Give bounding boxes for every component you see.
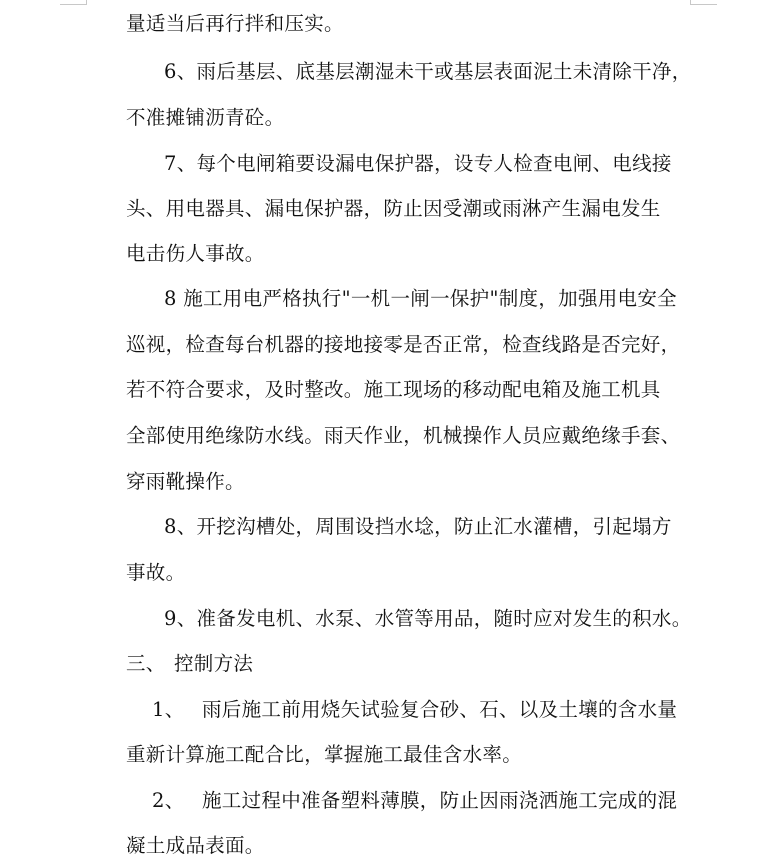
paragraph-line: 量适当后再行拌和压实。 (126, 12, 344, 35)
crop-mark-left (60, 0, 87, 5)
section-number: 三、 (126, 652, 166, 675)
paragraph-line: 8 施工用电严格执行"一机一闸一保护"制度，加强用电安全 (164, 287, 677, 310)
control-item-text: 重新计算施工配合比，掌握施工最佳含水率。 (126, 743, 523, 766)
paragraph-line: 电击伤人事故。 (126, 242, 265, 265)
control-item-text: 凝土成品表面。 (126, 834, 265, 857)
paragraph-line: 8、开挖沟槽处，周围设挡水埝，防止汇水灌槽，引起塌方 (164, 515, 672, 538)
paragraph-line: 9、准备发电机、水泵、水管等用品，随时应对发生的积水。 (164, 607, 692, 630)
section-title: 控制方法 (174, 652, 254, 675)
control-item-text: 雨后施工前用烧矢试验复合砂、石、以及土壤的含水量 (202, 698, 678, 721)
paragraph-line: 头、用电器具、漏电保护器，防止因受潮或雨淋产生漏电发生 (126, 197, 661, 220)
paragraph-line: 巡视，检查每台机器的接地接零是否正常，检查线路是否完好， (126, 333, 681, 356)
paragraph-line: 穿雨靴操作。 (126, 470, 245, 493)
paragraph-line: 事故。 (126, 561, 186, 584)
control-item-number: 2、 (152, 789, 185, 812)
control-item-number: 1、 (152, 698, 185, 721)
crop-mark-right (690, 0, 717, 5)
paragraph-line: 全部使用绝缘防水线。雨天作业，机械操作人员应戴绝缘手套、 (126, 424, 681, 447)
paragraph-line: 若不符合要求，及时整改。施工现场的移动配电箱及施工机具 (126, 378, 661, 401)
paragraph-line: 6、雨后基层、底基层潮湿未干或基层表面泥土未清除干净， (164, 60, 692, 83)
paragraph-line: 7、每个电闸箱要设漏电保护器，设专人检查电闸、电线接 (164, 152, 672, 175)
paragraph-line: 不准摊铺沥青砼。 (126, 106, 285, 129)
control-item-text: 施工过程中准备塑料薄膜，防止因雨浇洒施工完成的混 (202, 789, 678, 812)
